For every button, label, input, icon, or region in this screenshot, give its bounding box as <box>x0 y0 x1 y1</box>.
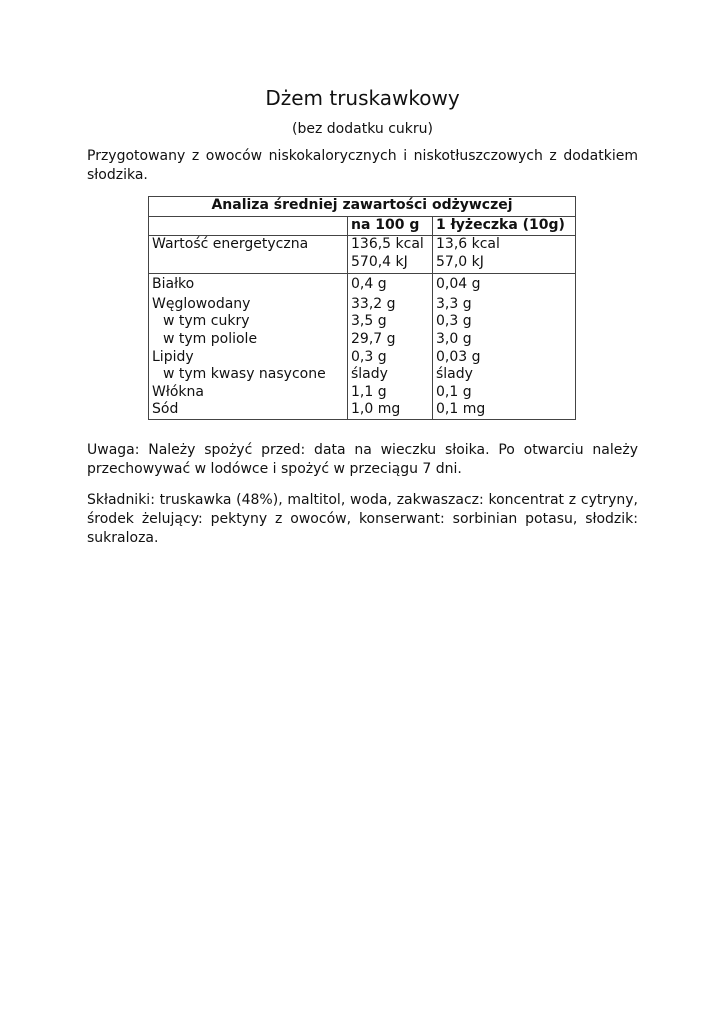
nutrition-table <box>148 196 576 420</box>
header-per-100g: na 100 g <box>348 217 433 236</box>
row-per-100g: 1,1 g <box>348 384 433 402</box>
row-per-spoon: ślady <box>433 366 576 384</box>
row-per-spoon: 0,1 g <box>433 384 576 402</box>
header-per-spoon: 1 łyżeczka (10g) <box>433 217 576 236</box>
row-per-spoon: 3,0 g <box>433 331 576 349</box>
storage-note-paragraph: Uwaga: Należy spożyć przed: data na wieczku słoika. Po otwarciu należy przechowywać w lodówce i spożyć w przeciągu 7 dni. <box>87 442 638 477</box>
row-per-spoon: 0,3 g <box>433 313 576 331</box>
table-row <box>149 331 576 349</box>
header-empty <box>149 217 348 236</box>
row-per-spoon: 13,6 kcal <box>433 236 576 254</box>
table-row <box>149 401 576 419</box>
row-label: w tym poliole <box>149 331 348 349</box>
table-row <box>149 366 576 384</box>
row-per-spoon: 57,0 kJ <box>433 254 576 274</box>
row-per-spoon: 0,1 mg <box>433 401 576 419</box>
row-label <box>149 254 348 274</box>
table-row <box>149 294 576 314</box>
row-label: Lipidy <box>149 349 348 367</box>
table-row <box>149 236 576 254</box>
row-per-100g: 0,4 g <box>348 274 433 294</box>
row-label: w tym kwasy nasycone <box>149 366 348 384</box>
row-label: Białko <box>149 274 348 294</box>
row-label: Sód <box>149 401 348 419</box>
row-label: Włókna <box>149 384 348 402</box>
intro-paragraph: Przygotowany z owoców niskokalorycznych i niskotłuszczowych z dodatkiem słodzika. <box>87 148 638 183</box>
table-row <box>149 384 576 402</box>
ingredients-paragraph: Składniki: truskawka (48%), maltitol, woda, zakwaszacz: koncentrat z cytryny, środek żelujący: pektyny z owoców, konserwant: sorbinian potasu, słodzik: sukraloza. <box>87 492 638 546</box>
row-per-100g: 3,5 g <box>348 313 433 331</box>
table-row <box>149 254 576 274</box>
document-title: Dżem truskawkowy <box>265 86 460 110</box>
row-per-100g: 33,2 g <box>348 294 433 314</box>
row-label: Węglowodany <box>149 294 348 314</box>
row-label: Wartość energetyczna <box>149 236 348 254</box>
row-per-100g: 136,5 kcal <box>348 236 433 254</box>
row-label: w tym cukry <box>149 313 348 331</box>
row-per-spoon: 3,3 g <box>433 294 576 314</box>
table-row <box>149 274 576 294</box>
table-row <box>149 349 576 367</box>
row-per-100g: 0,3 g <box>348 349 433 367</box>
row-per-100g: 29,7 g <box>348 331 433 349</box>
row-per-spoon: 0,04 g <box>433 274 576 294</box>
row-per-100g: 1,0 mg <box>348 401 433 419</box>
row-per-100g: 570,4 kJ <box>348 254 433 274</box>
table-row <box>149 313 576 331</box>
document-subtitle: (bez dodatku cukru) <box>292 121 433 137</box>
nutrition-table-caption: Analiza średniej zawartości odżywczej <box>149 197 576 217</box>
row-per-100g: ślady <box>348 366 433 384</box>
row-per-spoon: 0,03 g <box>433 349 576 367</box>
